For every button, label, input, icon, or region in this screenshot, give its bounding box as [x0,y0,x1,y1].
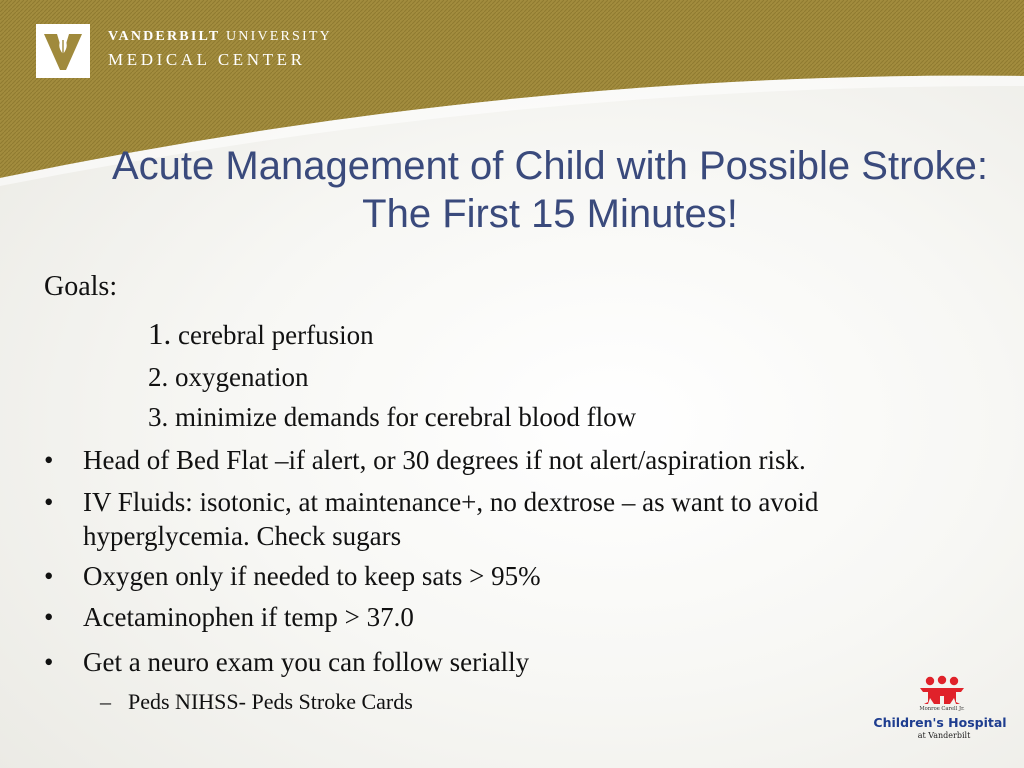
bullet-symbol: • [44,647,54,677]
sub-bullet-symbol: – [100,689,111,714]
goals-label: Goals: [44,271,118,302]
goal-number: 2. [148,362,169,392]
childrens-hospital-logo [873,674,1007,750]
logo-at-vanderbilt-text: at Vanderbilt [917,731,971,740]
sub-bullet-text: Peds NIHSS- Peds Stroke Cards [128,689,413,714]
goal-item [148,401,636,433]
logo-vanderbilt-text: VANDERBILT [108,29,221,44]
goal-text: minimize demands for cerebral blood flow [168,402,637,432]
vanderbilt-wordmark [108,28,332,71]
bullet-symbol: • [44,602,54,632]
bullet-item [44,443,974,477]
goal-item [148,318,374,351]
sub-bullet-item [100,688,413,716]
children-figures-icon [920,676,964,704]
bullet-item [44,485,974,553]
logo-university-line [108,28,332,46]
bullet-text: IV Fluids: isotonic, at maintenance+, no dextrose – as want to avoid hyperglycemia. Check sugars [83,487,819,551]
bullet-text: Get a neuro exam you can follow serially [83,647,530,677]
bullet-item [44,600,974,634]
slide-title: Acute Management of Child with Possible Stroke: The First 15 Minutes! [112,144,988,236]
logo-monroe-text: Monroe Carell Jr. [919,706,965,712]
bullet-text: Acetaminophen if temp > 37.0 [83,602,414,632]
logo-medical-center-line: MEDICAL CENTER [108,50,306,69]
bullet-item [44,645,974,679]
oak-leaf-v-icon [36,24,90,78]
bullet-symbol: • [44,445,54,475]
logo-university-text: UNIVERSITY [220,29,332,44]
goal-number: 1. [148,316,172,351]
goal-text: oxygenation [168,362,309,392]
goal-item [148,361,308,393]
goal-text: cerebral perfusion [171,320,374,350]
bullet-text: Oxygen only if needed to keep sats > 95% [83,561,541,591]
logo-childrens-hospital-text: Children's Hospital [873,715,1007,730]
bullet-symbol: • [44,561,54,591]
vanderbilt-logo [36,24,90,78]
bullet-text: Head of Bed Flat –if alert, or 30 degrees if not alert/aspiration risk. [83,445,806,475]
bullet-symbol: • [44,487,54,517]
bullet-item [44,559,974,593]
goal-number: 3. [148,402,169,432]
